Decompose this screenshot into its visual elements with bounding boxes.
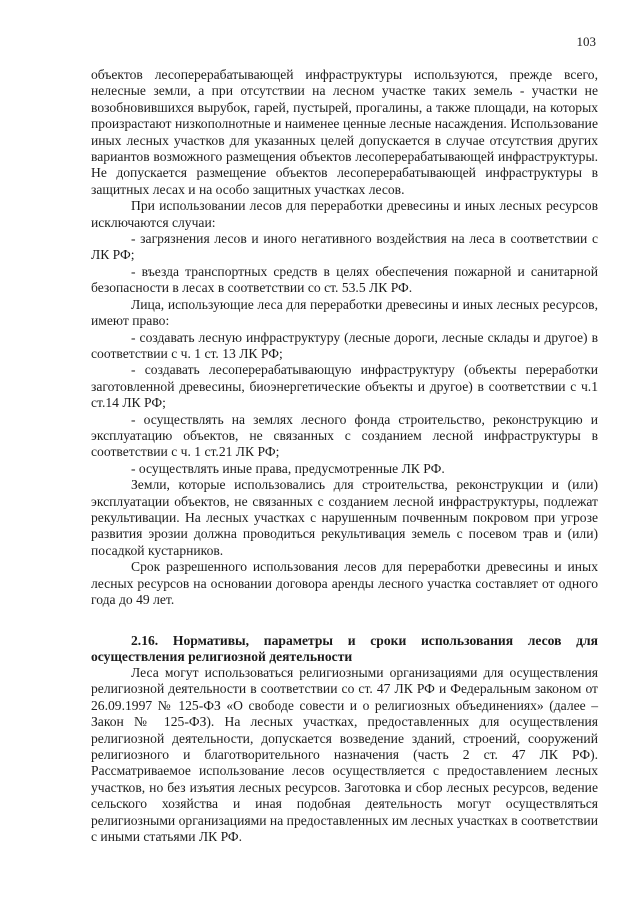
paragraph-lease-term: Срок разрешенного использования лесов для переработки древесины и иных лесных ресурсов на основании договора аренды лесного участка составляет от одного года до 49 лет. bbox=[91, 559, 598, 607]
paragraph-religious-use: Леса могут использоваться религиозными организациями для осуществления религиозной деятельности в соответствии со ст. 47 ЛК РФ и Федеральным законом от 26.09.1997 № 125-ФЗ «О свободе совести и о религиозных объединениях» (далее – Закон № 125-ФЗ). На лесных участках, предоставленных для осуществления религиозной деятельности, допускается возведение зданий, строений, сооружений религиозного и благотворительного назначения (часть 2 ст. 47 ЛК РФ). Рассматриваемое использование лесов осуществляется с предоставлением лесных участков, но без изъятия лесных ресурсов. Заготовка и сбор лесных ресурсов, ведение сельского хозяйства и иная подобная деятельность могут осуществляться религиозными организациями на предоставленных им лесных участках в соответствии с иными статьями ЛК РФ. bbox=[91, 665, 598, 845]
list-item-forest-infrastructure: - создавать лесную инфраструктуру (лесные дороги, лесные склады и другое) в соответствии с ч. 1 ст. 13 ЛК РФ; bbox=[91, 329, 598, 361]
list-item-vehicle-entry: - въезда транспортных средств в целях обеспечения пожарной и санитарной безопасности в лесах в соответствии со ст. 53.5 ЛК РФ. bbox=[91, 263, 598, 296]
paragraph-exclusions-intro: При использовании лесов для переработки древесины и иных лесных ресурсов исключаются случаи: bbox=[91, 198, 598, 230]
paragraph-rights-intro: Лица, использующие леса для переработки древесины и иных лесных ресурсов, имеют право: bbox=[91, 296, 598, 329]
body-text-lower bbox=[91, 665, 598, 845]
paragraph-continuation: объектов лесоперерабатывающей инфраструктуры используются, прежде всего, нелесные земли, а при отсутствии на лесном участке таких земель - участки не возобновившихся вырубок, гарей, пустырей, прогалины, а также площади, на которых произрастают низкополнотные и наименее ценные лесные насаждения. Использование иных лесных участков для указанных целей допускается в случае отсутствия других вариантов возможного размещения объектов лесоперерабатывающей инфраструктуры. Не допускается размещение объектов лесоперерабатывающей инфраструктуры в защитных лесах и на особо защитных участках лесов. bbox=[91, 67, 598, 197]
section-heading: 2.16. Нормативы, параметры и сроки использования лесов для осуществления религиозной деятельности bbox=[91, 633, 598, 665]
page-number: 103 bbox=[576, 34, 596, 49]
paragraph-recultivation: Земли, которые использовались для строительства, реконструкции и (или) эксплуатации объектов, не связанных с созданием лесной инфраструктуры, подлежат рекультивации. На лесных участках с нарушенным почвенным покровом при угрозе развития эрозии должна проводиться рекультивация земель с посевом трав и (или) посадкой кустарников. bbox=[91, 477, 598, 558]
body-text-upper bbox=[91, 67, 598, 608]
list-item-construction: - осуществлять на землях лесного фонда строительство, реконструкцию и эксплуатацию объектов, не связанных с созданием лесной инфраструктуры в соответствии с ч. 1 ст.21 ЛК РФ; bbox=[91, 411, 598, 460]
list-item-other-rights: - осуществлять иные права, предусмотренные ЛК РФ. bbox=[131, 460, 445, 476]
list-item-pollution: - загрязнения лесов и иного негативного воздействия на леса в соответствии с ЛК РФ; bbox=[91, 231, 598, 263]
list-item-processing-infrastructure: - создавать лесоперерабатывающую инфраструктуру (объекты переработки заготовленной древесины, биоэнергетические объекты и другое) в соответствии с ч.1 ст.14 ЛК РФ; bbox=[91, 362, 598, 411]
